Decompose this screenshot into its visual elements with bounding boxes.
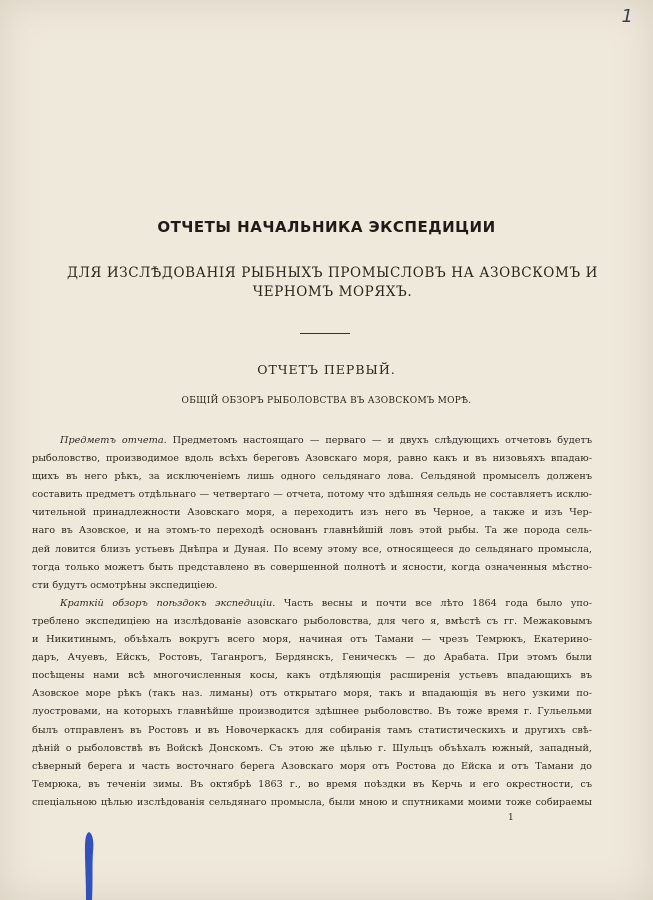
text-line: треблено экспедиціею на изслѣдованіе азовскаго рыболовства, для чего я, вмѣстѣ съ гг. Межаковымъ [32, 615, 592, 627]
text-line: дей ловится близъ устьевъ Днѣпра и Дуная. По всему этому все, относящееся до сельдянаго промысла, [32, 543, 592, 555]
text-line: Краткій обзоръ поѣздокъ экспедиціи. Часть весны и почти все лѣто 1864 года было упо- [60, 597, 592, 609]
document-subtitle: ДЛЯ ИЗСЛѢДОВАНІЯ РЫБНЫХЪ ПРОМЫСЛОВЪ НА АЗОВСКОМЪ И ЧЕРНОМЪ МОРЯХЪ. [67, 265, 598, 300]
body-text [32, 432, 592, 812]
text-line: составить предметъ отдѣльнаго — четвертаго — отчета, потому что здѣшняя сельдь не составляетъ исклю- [32, 489, 592, 501]
text-line: Темрюка, въ теченіи зимы. Въ октябрѣ 1863 г., во время поѣздки въ Керчь и его окрестности, съ [32, 778, 592, 790]
text-line: Азовское море рѣкъ (такъ наз. лиманы) отъ открытаго моря, такъ и впадающія въ него узкими по- [32, 688, 592, 700]
text-line: и Никитинымъ, объѣхалъ вокругъ всего моря, начиная отъ Тамани — чрезъ Темрюкъ, Екатерино- [32, 634, 592, 646]
text-line: тогда только можетъ быть представлено въ совершенной полнотѣ и ясности, когда означенныя мѣстно- [32, 561, 592, 573]
paragraph-lead: Краткій обзоръ поѣздокъ экспедиціи. [60, 597, 276, 609]
ink-mark [80, 830, 98, 900]
text-line: луостровами, на которыхъ главнѣйше производится здѣшнее рыболовство. Въ тоже время г. Гульельми [32, 706, 592, 718]
handwritten-page-number: 1 [621, 6, 633, 27]
text-line: даръ, Ачуевъ, Ейскъ, Ростовъ, Таганрогъ, Бердянскъ, Геническъ — до Арабата. При этомъ были [32, 652, 592, 664]
text-line: былъ отправленъ въ Ростовъ и въ Новочеркаскъ для собиранія тамъ статистическихъ и другихъ свѣ- [32, 724, 592, 736]
document-title: ОТЧЕТЫ НАЧАЛЬНИКА ЭКСПЕДИЦИИ [157, 218, 496, 236]
section-title: ОБЩІЙ ОБЗОРЪ РЫБОЛОВСТВА ВЪ АЗОВСКОМЪ МОРѢ. [181, 396, 472, 406]
page-folio: 1 [508, 813, 514, 823]
text-line: дѣній о рыболовствѣ въ Войскѣ Донскомъ. Съ этою же цѣлью г. Шульцъ объѣхалъ южный, западный, [32, 742, 592, 754]
text-line: щихъ въ него рѣкъ, за исключеніемъ лишь одного сельдянаго лова. Сельдяной промыселъ долженъ [32, 471, 592, 483]
paragraph-lead: Предметъ отчета. [60, 435, 167, 446]
text-line: наго въ Азовское, и на этомъ-то переходѣ основанъ главнѣйшій ловъ этой рыбы. Та же порода сель- [32, 525, 592, 537]
text-line: чительной принадлежности Азовскаго моря, а переходитъ изъ него въ Черное, а также и изъ Чер- [32, 507, 592, 519]
report-title: ОТЧЕТЪ ПЕРВЫЙ. [257, 362, 396, 377]
text-line: Предметъ отчета. Предметомъ настоящаго — перваго — и двухъ слѣдующихъ отчетовъ будетъ [60, 435, 592, 446]
text-line: посѣщены нами всѣ многочисленныя косы, какъ отдѣляющія расширенія устьевъ впадающихъ въ [32, 670, 592, 682]
text-line: спеціальною цѣлью изслѣдованія сельдянаго промысла, были мною и спутниками моими тоже собираемы [32, 796, 592, 808]
text-line: сти будутъ осмотрѣны экспедиціею. [32, 579, 218, 591]
divider-rule [300, 333, 350, 334]
text-line: рыболовство, производимое вдоль всѣхъ береговъ Азовскаго моря, равно какъ и въ низовьяхъ впадаю- [32, 453, 592, 465]
text-line: сѣверный берега и часть восточнаго берега Азовскаго моря отъ Ростова до Ейска и отъ Тамани до [32, 760, 592, 772]
